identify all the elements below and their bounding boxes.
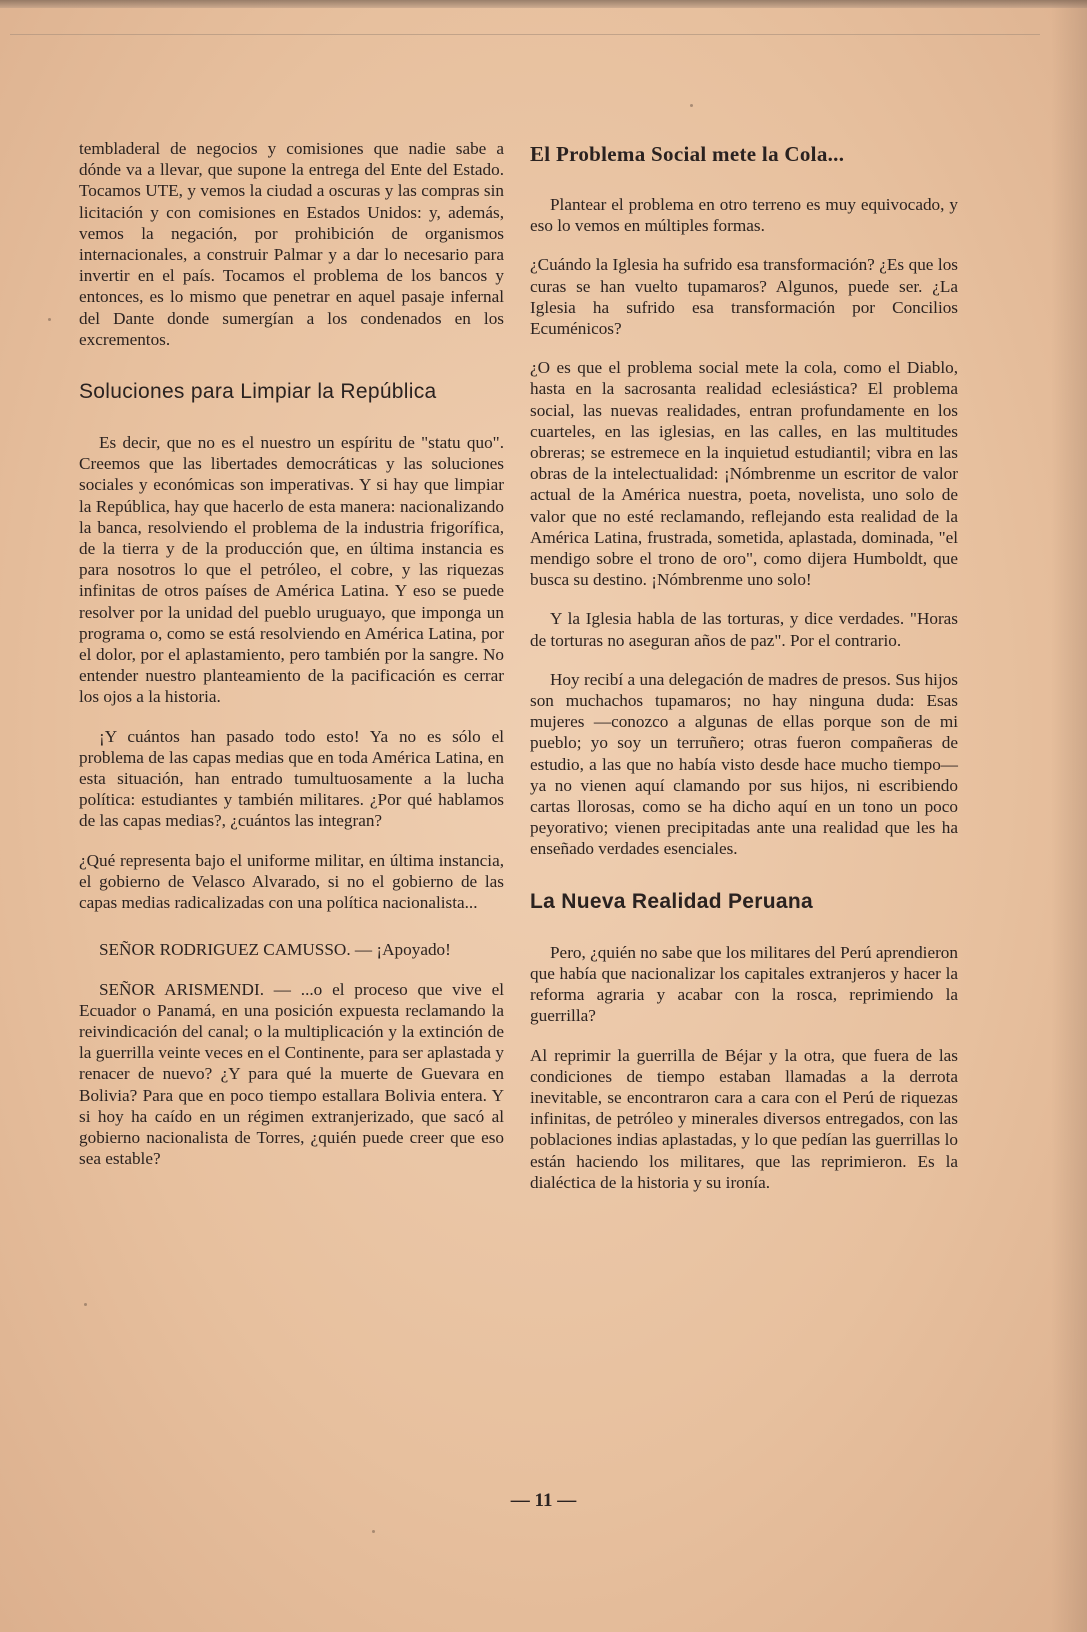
left-paragraph-3: ¡Y cuántos han pasado todo esto! Ya no es sólo el problema de las capas medias que en toda América Latina, en esta situación, han entrado tumultuosamente a la lucha política: estudiantes y también militares. ¿Por qué hablamos de las capas medias?, ¿cuántos las integran?: [79, 726, 504, 831]
section-heading-soluciones: Soluciones para Limpiar la República: [79, 380, 437, 404]
paper-speck: [372, 1530, 375, 1533]
right-paragraph-6: Pero, ¿quién no sabe que los militares del Perú aprendieron que había que nacionalizar los capitales extranjeros y hacer la reforma agraria y acabar con la rosca, reprimiendo la guerrilla?: [530, 942, 958, 1026]
left-paragraph-6: SEÑOR ARISMENDI. — ...o el proceso que vive el Ecuador o Panamá, en una posición expuesta reclamando la reivindicación del canal; o la multiplicación y la extinción de la guerrilla veinte veces en el Continente, para ser aplastada y renacer de nuevo? ¿Y para qué la muerte de Guevara en Bolivia? Para que en poco tiempo estallara Bolivia entera. Y si hoy ha caído en un régimen extranjerizado, que sacó al gobierno nacionalista de Torres, ¿quién puede creer que eso sea estable?: [79, 979, 504, 1169]
left-paragraph-2: Es decir, que no es el nuestro un espíritu de "statu quo". Creemos que las libertades democráticas y las soluciones sociales y económicas son imperativas. Y si hay que limpiar la República, hay que hacerlo de esta manera: nacionalizando la banca, resolviendo el problema de la industria frigorífica, de la tierra y de la producción que, en última instancia es para nosotros lo que el petróleo, el cobre, y las riquezas infinitas de otros países de América Latina. Y eso se puede resolver por la unidad del pueblo uruguayo, que imponga un programa o, como se está resolviendo en América Latina, por el dolor, por el aplastamiento, pero también por la sangre. No entender nuestro planteamiento de la pacificación es cerrar los ojos a la historia.: [79, 433, 504, 707]
page-number: — 11 —: [510, 1490, 577, 1511]
right-paragraph-1: Plantear el problema en otro terreno es muy equivocado, y eso lo vemos en múltiples formas.: [530, 195, 958, 236]
page-edge-shadow: [1051, 0, 1087, 1632]
top-border: [0, 0, 1087, 8]
top-edge-line: [10, 34, 1040, 35]
paper-speck: [84, 1303, 87, 1306]
section-heading-realidad-peruana: La Nueva Realidad Peruana: [530, 889, 813, 913]
section-heading-problema-social: El Problema Social mete la Cola...: [530, 142, 845, 166]
right-column: [530, 138, 958, 1211]
right-paragraph-3: ¿O es que el problema social mete la cola, como el Diablo, hasta en la sacrosanta realidad eclesiástica? El problema social, las nuevas realidades, entran profundamente en los cuarteles, en las iglesias, en las calles, en las multitudes obreras; se estremece en la inquietud estudiantil; vibra en las obras de la intelectualidad: ¡Nómbrenme un escritor de valor actual de la América nuestra, poeta, novelista, uno solo de valor que no esté reclamando, reflejando esta realidad de la América Latina, frustrada, sometida, aplastada, dominada, "el mendigo sobre el trono de oro", como dijera Humboldt, que busca su destino. ¡Nómbrenme uno solo!: [530, 358, 958, 590]
left-paragraph-5: SEÑOR RODRIGUEZ CAMUSSO. — ¡Apoyado!: [99, 940, 451, 960]
right-paragraph-2: ¿Cuándo la Iglesia ha sufrido esa transformación? ¿Es que los curas se han vuelto tupamaros? Algunos, puede ser. ¿La Iglesia ha sufrido esa transformación por Concilios Ecuménicos?: [530, 255, 958, 339]
left-paragraph-4: ¿Qué representa bajo el uniforme militar, en última instancia, el gobierno de Velasco Alvarado, si no el gobierno de las capas medias radicalizadas con una política nacionalista...: [79, 850, 504, 913]
left-paragraph-1: tembladeral de negocios y comisiones que nadie sabe a dónde va a llevar, que supone la entrega del Ente del Estado. Tocamos UTE, y vemos la ciudad a oscuras y las compras sin licitación y con comisiones en Estados Unidos: y, además, vemos la negación, por prohibición de organismos internacionales, a construir Palmar y a dar lo necesario para invertir en el país. Tocamos el problema de los bancos y entonces, es lo mismo que penetrar en aquel pasaje infernal del Dante donde sumergían a los condenados en los excrementos.: [79, 139, 504, 349]
right-paragraph-4: Y la Iglesia habla de las torturas, y dice verdades. "Horas de torturas no aseguran años de paz". Por el contrario.: [530, 609, 958, 650]
right-paragraph-5: Hoy recibí a una delegación de madres de presos. Sus hijos son muchachos tupamaros; no hay ninguna duda: Esas mujeres —conozco a algunas de ellas porque son de mi pueblo; yo soy un terruñero; otras fueron compañeras de estudio, a las que no había visto desde hace mucho tiempo— ya no vienen aquí clamando por sus hijos, ni escribiendo cartas llorosas, como se ha dicho aquí en un tono un poco peyorativo; vienen precipitadas ante una realidad que les ha enseñado verdades esenciales.: [530, 669, 958, 859]
right-paragraph-7: Al reprimir la guerrilla de Béjar y la otra, que fuera de las condiciones de tiempo estaban llamadas a la derrota inevitable, se encontraron cara a cara con el Perú de riquezas infinitas, de petróleo y minerales diversos entregados, con las poblaciones indias aplastadas, y lo que pedían las guerrillas lo están haciendo los militares, que las reprimieron. Es la dialéctica de la historia y su ironía.: [530, 1045, 958, 1192]
paper-speck: [690, 104, 693, 107]
left-column: [79, 138, 504, 1187]
paper-speck: [48, 318, 51, 321]
